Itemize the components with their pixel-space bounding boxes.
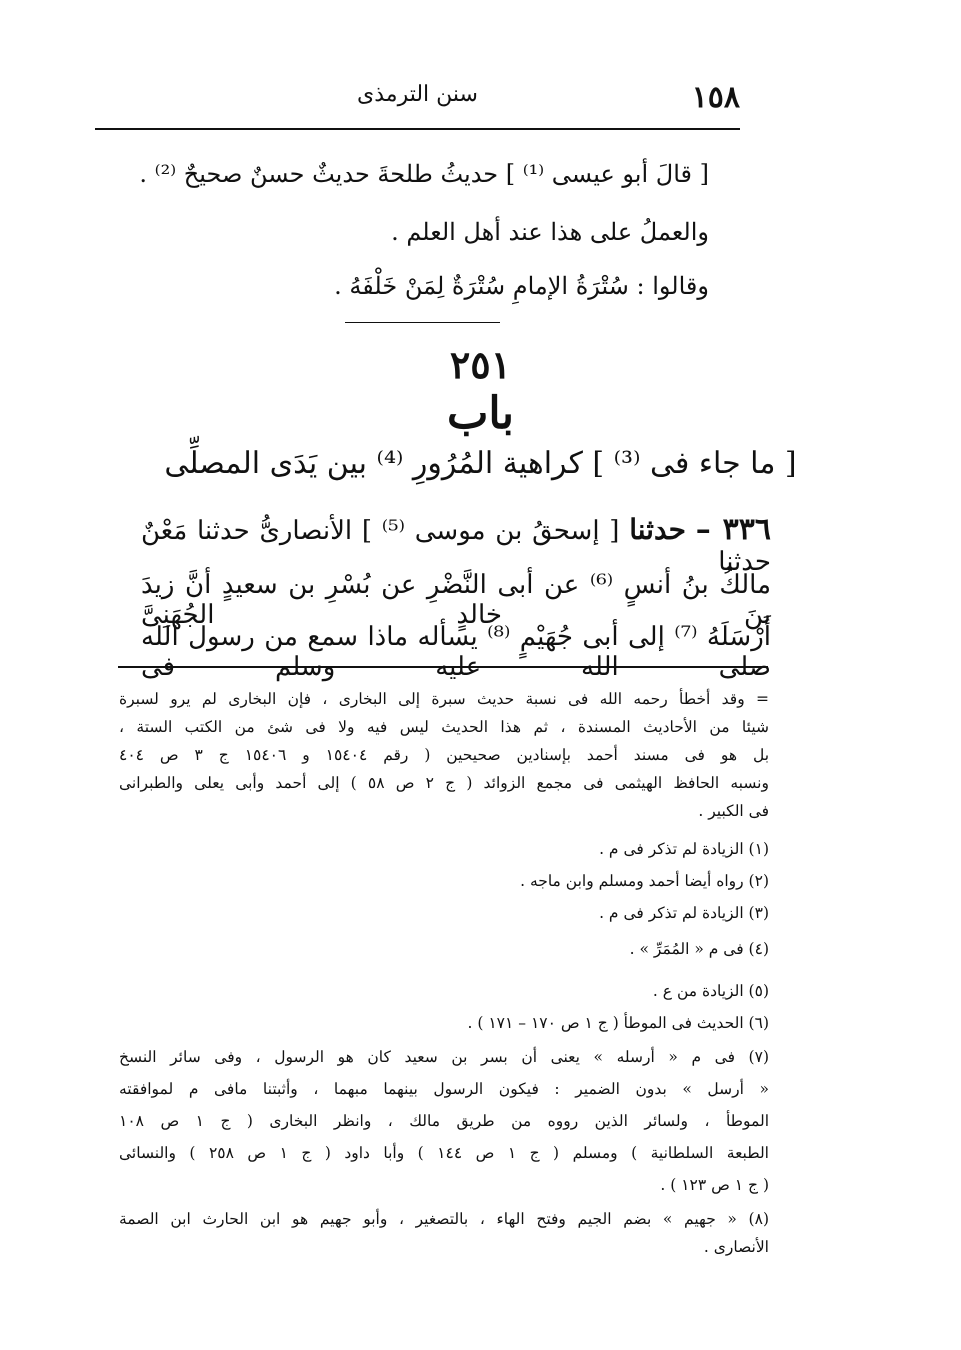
footnote-continuation-3: بل هو فى مسند أحمد بإسنادين صحيحين ( رقم ١٥٤٠٤ و ١٥٤٠٦ ج ٣ ص ٤٠٤ — [119, 746, 770, 764]
body-line-1: [ قالَ أبو عيسى ⁽¹⁾ ] حديثُ طلحةَ حديثٌ حسنٌ صحيحٌ ⁽²⁾ . — [139, 160, 709, 188]
footnote-2: (٢) رواه أيضا أحمد ومسلم وابن ماجه . — [520, 872, 769, 890]
footnote-separator — [118, 666, 768, 668]
footnote-6: (٦) الحديث فى الموطأ ( ج ١ ص ١٧٠ – ١٧١ ) . — [467, 1014, 769, 1032]
hadith-line-2: مالكُ بنُ أنسٍ ⁽⁶⁾ عن أبى النَّضْرِ عن بُسْرِ بن سعيدٍ أنَّ زيدَ بنَ خالدٍ الجُهَنِىَّ — [141, 570, 772, 630]
footnote-7-line-2: « أرسل » بدون الضمير : فيكون الرسول بينهما مبهما ، وأثبتنا مافى م لموافقته — [119, 1080, 769, 1098]
hadith-number: ٣٣٦ – — [695, 512, 772, 547]
running-title: سنن الترمذى — [357, 82, 478, 107]
footnote-7-line-5: ( ج ١ ص ١٢٣ ) . — [660, 1176, 769, 1194]
footnote-7-line-1: (٧) فى م « أرسله » يعنى أن بسر بن سعيد كان هو الرسول ، وفى سائر النسخ — [119, 1048, 769, 1066]
section-divider — [345, 322, 500, 323]
body-line-3: وقالوا : سُتْرَةُ الإمامِ سُتْرَةٌ لِمَنْ خَلْفَهُ . — [334, 272, 709, 300]
footnote-4: (٤) فى م « المُمَرِّ » . — [629, 940, 769, 958]
body-line-2: والعملُ على هذا عند أهل العلم . — [391, 218, 709, 246]
footnote-continuation-1: = وقد أخطأ رحمه الله فى نسبة حديث سبرة إلى البخارى ، فإن البخارى لم يرو لسبرة — [119, 690, 769, 708]
footnote-5: (٥) الزيادة من ع . — [652, 982, 769, 1000]
footnote-8-line-1: (٨) « جهيم » بضم الجيم وفتح الهاء ، بالتصغير ، وأبو جهيم هو ابن الحارث ابن الصمة — [119, 1210, 769, 1228]
chapter-heading: باب — [446, 388, 515, 439]
chapter-title: [ ما جاء فى ⁽³⁾ ] كراهية المُرُورِ ⁽⁴⁾ بين يَدَى المصلِّى — [164, 446, 797, 481]
footnote-8-line-2: الأنصارى . — [703, 1238, 769, 1256]
page-number: ١٥٨ — [691, 80, 740, 115]
hadith-line-3: أَرْسَلَهُ ⁽⁷⁾ إلى أبى جُهَيْمٍ ⁽⁸⁾ يسأله ماذا سمع من رسول الله صلى الله عليه وسلم فى — [141, 622, 771, 682]
footnote-continuation-4: ونسبه الحافظ الهيثمى فى مجمع الزوائد ( ج ٢ ص ٥٨ ) إلى أحمد وأبى يعلى والطبرانى — [119, 774, 769, 792]
footnote-continuation-5: فى الكبير . — [698, 802, 769, 820]
header-rule — [95, 128, 740, 130]
footnote-continuation-2: شيئا من الأحاديث المسندة ، ثم هذا الحديث ليس فيه ولا فى شئ من الكتب الستة ، — [119, 718, 769, 736]
footnote-7-line-4: الطبعة السلطانية ) ومسلم ( ج ١ ص ١٤٤ ) وأبا داود ( ج ١ ص ٢٥٨ ) والنسائى — [119, 1144, 769, 1162]
chapter-number: ٢٥١ — [449, 342, 512, 387]
hadith-opening: حدثنا — [629, 513, 686, 546]
hadith-line-1 — [141, 512, 771, 577]
hadith-isnad-start: [ إسحقُ بن موسى ⁽⁵⁾ ] الأنصارىُّ حدثنا مَعْنٌ حدثنا — [141, 516, 771, 577]
footnote-7-line-3: الموطأ ، ولسائر الذين رووه من طريق مالك ، وانظر البخارى ( ج ١ ص ١٠٨ — [119, 1112, 770, 1130]
footnote-3: (٣) الزيادة لم تذكر فى م . — [599, 904, 769, 922]
footnote-1: (١) الزيادة لم تذكر فى م . — [599, 840, 769, 858]
page-header — [95, 72, 740, 128]
